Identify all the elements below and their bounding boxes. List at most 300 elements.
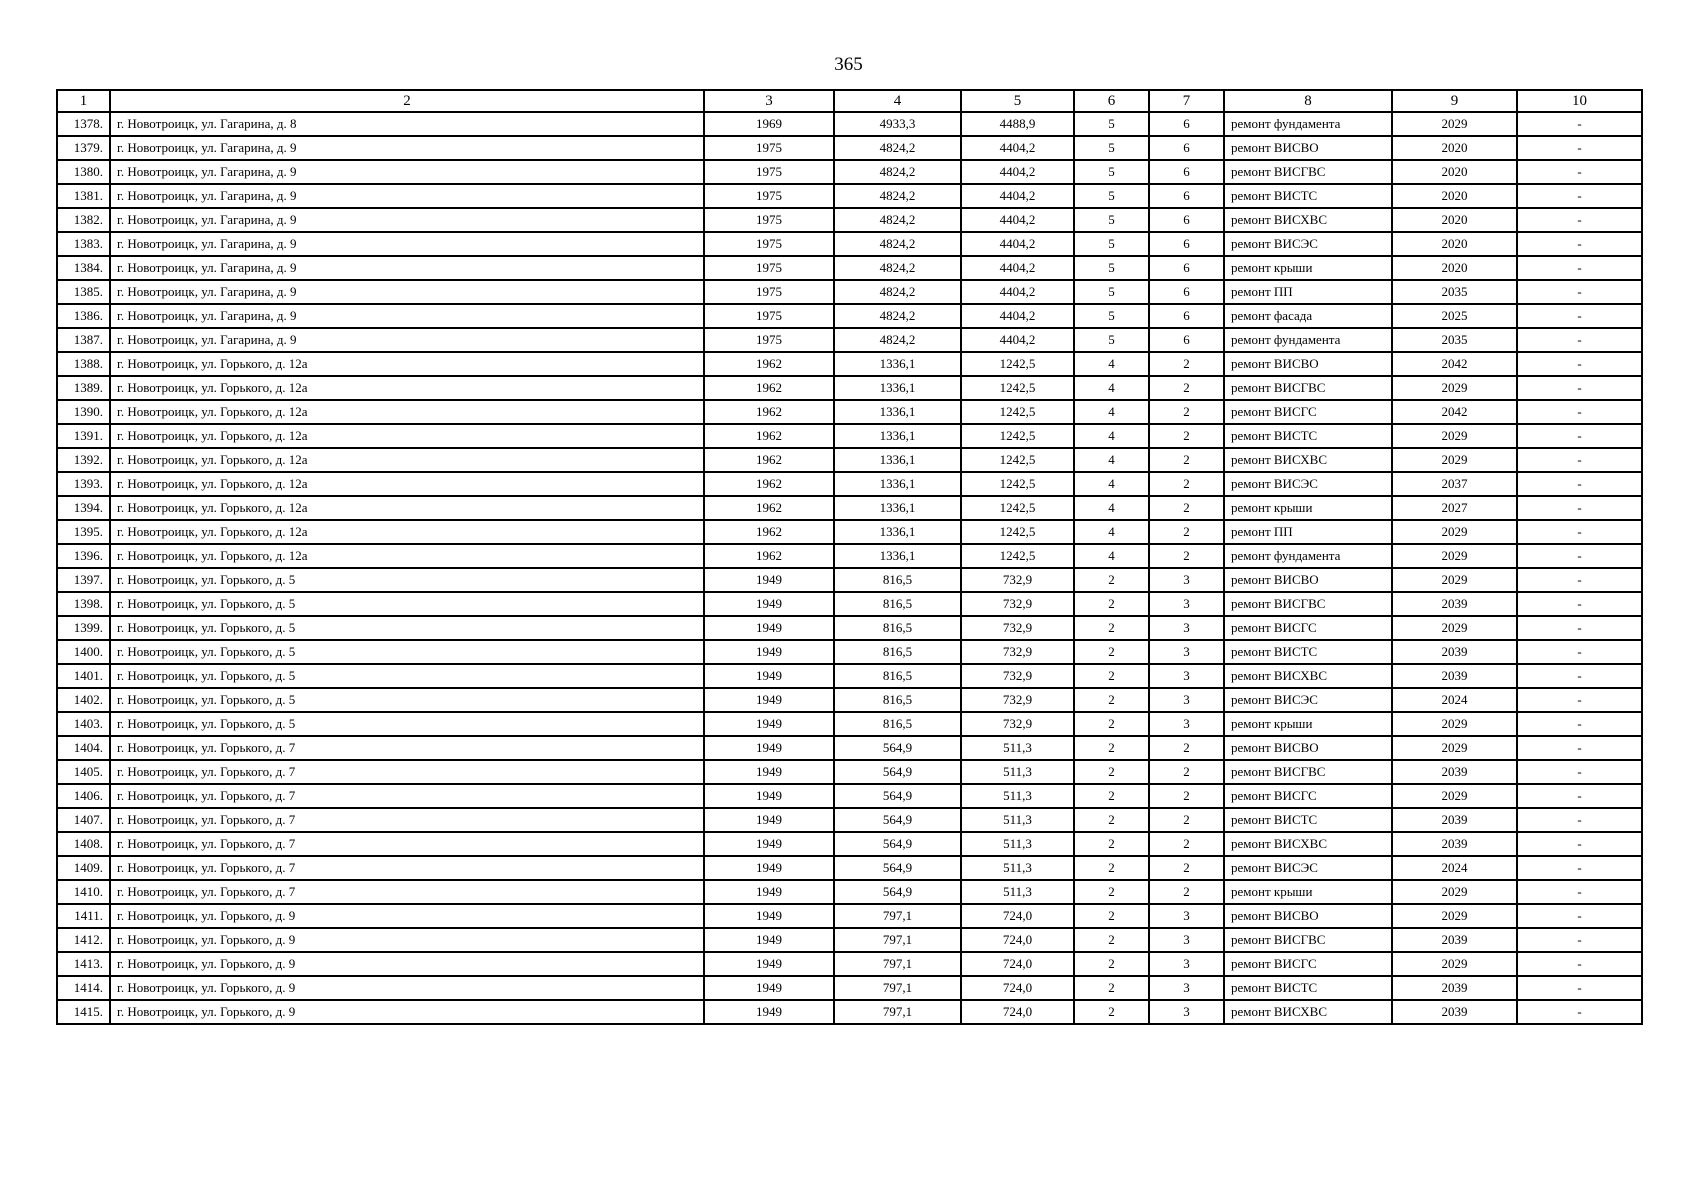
- work-type-cell: ремонт ПП: [1224, 520, 1392, 544]
- living-area-cell: 1242,5: [961, 448, 1074, 472]
- floors-cell: 2: [1074, 736, 1149, 760]
- note-cell: -: [1517, 256, 1642, 280]
- total-area-cell: 4933,3: [834, 112, 961, 136]
- living-area-cell: 511,3: [961, 808, 1074, 832]
- living-area-cell: 4404,2: [961, 256, 1074, 280]
- entrances-cell: 3: [1149, 616, 1224, 640]
- row-number-cell: 1395.: [57, 520, 110, 544]
- floors-cell: 2: [1074, 688, 1149, 712]
- table-row: [57, 496, 1642, 520]
- row-number-cell: 1413.: [57, 952, 110, 976]
- planned-year-cell: 2029: [1392, 568, 1517, 592]
- year-cell: 1962: [704, 376, 834, 400]
- work-type-cell: ремонт ВИСГВС: [1224, 160, 1392, 184]
- table-row: [57, 928, 1642, 952]
- entrances-cell: 3: [1149, 688, 1224, 712]
- table-row: [57, 328, 1642, 352]
- entrances-cell: 2: [1149, 520, 1224, 544]
- entrances-cell: 6: [1149, 208, 1224, 232]
- address-cell: г. Новотроицк, ул. Горького, д. 7: [110, 856, 704, 880]
- living-area-cell: 732,9: [961, 640, 1074, 664]
- address-cell: г. Новотроицк, ул. Горького, д. 9: [110, 904, 704, 928]
- row-number-cell: 1400.: [57, 640, 110, 664]
- planned-year-cell: 2042: [1392, 400, 1517, 424]
- floors-cell: 2: [1074, 784, 1149, 808]
- total-area-cell: 564,9: [834, 808, 961, 832]
- column-header: 7: [1149, 90, 1224, 112]
- row-number-cell: 1407.: [57, 808, 110, 832]
- note-cell: -: [1517, 352, 1642, 376]
- row-number-cell: 1405.: [57, 760, 110, 784]
- row-number-cell: 1388.: [57, 352, 110, 376]
- planned-year-cell: 2039: [1392, 664, 1517, 688]
- entrances-cell: 6: [1149, 328, 1224, 352]
- year-cell: 1962: [704, 352, 834, 376]
- row-number-cell: 1378.: [57, 112, 110, 136]
- note-cell: -: [1517, 760, 1642, 784]
- year-cell: 1975: [704, 256, 834, 280]
- entrances-cell: 3: [1149, 664, 1224, 688]
- address-cell: г. Новотроицк, ул. Горького, д. 7: [110, 808, 704, 832]
- floors-cell: 4: [1074, 496, 1149, 520]
- living-area-cell: 1242,5: [961, 400, 1074, 424]
- floors-cell: 2: [1074, 976, 1149, 1000]
- row-number-cell: 1391.: [57, 424, 110, 448]
- total-area-cell: 1336,1: [834, 544, 961, 568]
- note-cell: -: [1517, 568, 1642, 592]
- entrances-cell: 6: [1149, 232, 1224, 256]
- note-cell: -: [1517, 328, 1642, 352]
- row-number-cell: 1397.: [57, 568, 110, 592]
- row-number-cell: 1404.: [57, 736, 110, 760]
- planned-year-cell: 2020: [1392, 208, 1517, 232]
- living-area-cell: 511,3: [961, 736, 1074, 760]
- entrances-cell: 2: [1149, 856, 1224, 880]
- living-area-cell: 1242,5: [961, 376, 1074, 400]
- year-cell: 1949: [704, 712, 834, 736]
- living-area-cell: 4404,2: [961, 184, 1074, 208]
- planned-year-cell: 2039: [1392, 760, 1517, 784]
- floors-cell: 5: [1074, 160, 1149, 184]
- table-row: [57, 160, 1642, 184]
- entrances-cell: 2: [1149, 472, 1224, 496]
- work-type-cell: ремонт ВИСХВС: [1224, 1000, 1392, 1024]
- note-cell: -: [1517, 208, 1642, 232]
- total-area-cell: 1336,1: [834, 400, 961, 424]
- address-cell: г. Новотроицк, ул. Горького, д. 12а: [110, 424, 704, 448]
- note-cell: -: [1517, 856, 1642, 880]
- year-cell: 1962: [704, 544, 834, 568]
- planned-year-cell: 2029: [1392, 712, 1517, 736]
- table-row: [57, 472, 1642, 496]
- repair-schedule-table: [56, 89, 1643, 1025]
- floors-cell: 4: [1074, 520, 1149, 544]
- year-cell: 1975: [704, 136, 834, 160]
- living-area-cell: 732,9: [961, 616, 1074, 640]
- note-cell: -: [1517, 808, 1642, 832]
- row-number-cell: 1409.: [57, 856, 110, 880]
- living-area-cell: 4404,2: [961, 304, 1074, 328]
- entrances-cell: 6: [1149, 112, 1224, 136]
- note-cell: -: [1517, 544, 1642, 568]
- total-area-cell: 564,9: [834, 856, 961, 880]
- address-cell: г. Новотроицк, ул. Горького, д. 7: [110, 760, 704, 784]
- row-number-cell: 1386.: [57, 304, 110, 328]
- table-row: [57, 952, 1642, 976]
- row-number-cell: 1387.: [57, 328, 110, 352]
- total-area-cell: 4824,2: [834, 136, 961, 160]
- address-cell: г. Новотроицк, ул. Горького, д. 5: [110, 688, 704, 712]
- table-row: [57, 784, 1642, 808]
- note-cell: -: [1517, 496, 1642, 520]
- work-type-cell: ремонт ВИСХВС: [1224, 832, 1392, 856]
- note-cell: -: [1517, 520, 1642, 544]
- total-area-cell: 4824,2: [834, 232, 961, 256]
- address-cell: г. Новотроицк, ул. Гагарина, д. 9: [110, 184, 704, 208]
- row-number-cell: 1408.: [57, 832, 110, 856]
- address-cell: г. Новотроицк, ул. Горького, д. 9: [110, 976, 704, 1000]
- column-header: 2: [110, 90, 704, 112]
- note-cell: -: [1517, 784, 1642, 808]
- living-area-cell: 4404,2: [961, 160, 1074, 184]
- year-cell: 1949: [704, 736, 834, 760]
- note-cell: -: [1517, 952, 1642, 976]
- entrances-cell: 3: [1149, 712, 1224, 736]
- table-row: [57, 424, 1642, 448]
- work-type-cell: ремонт ВИСХВС: [1224, 208, 1392, 232]
- row-number-cell: 1379.: [57, 136, 110, 160]
- row-number-cell: 1392.: [57, 448, 110, 472]
- work-type-cell: ремонт ВИСХВС: [1224, 448, 1392, 472]
- planned-year-cell: 2029: [1392, 952, 1517, 976]
- total-area-cell: 4824,2: [834, 304, 961, 328]
- entrances-cell: 2: [1149, 496, 1224, 520]
- total-area-cell: 4824,2: [834, 280, 961, 304]
- work-type-cell: ремонт ВИСГВС: [1224, 592, 1392, 616]
- note-cell: -: [1517, 664, 1642, 688]
- work-type-cell: ремонт фундамента: [1224, 328, 1392, 352]
- floors-cell: 2: [1074, 856, 1149, 880]
- entrances-cell: 3: [1149, 928, 1224, 952]
- year-cell: 1949: [704, 784, 834, 808]
- total-area-cell: 564,9: [834, 736, 961, 760]
- column-header: 9: [1392, 90, 1517, 112]
- living-area-cell: 724,0: [961, 928, 1074, 952]
- total-area-cell: 1336,1: [834, 376, 961, 400]
- total-area-cell: 1336,1: [834, 472, 961, 496]
- living-area-cell: 1242,5: [961, 544, 1074, 568]
- entrances-cell: 3: [1149, 592, 1224, 616]
- table-row: [57, 448, 1642, 472]
- note-cell: -: [1517, 592, 1642, 616]
- year-cell: 1949: [704, 856, 834, 880]
- work-type-cell: ремонт ВИСЭС: [1224, 688, 1392, 712]
- address-cell: г. Новотроицк, ул. Горького, д. 12а: [110, 544, 704, 568]
- table-row: [57, 568, 1642, 592]
- floors-cell: 2: [1074, 616, 1149, 640]
- column-header: 8: [1224, 90, 1392, 112]
- work-type-cell: ремонт крыши: [1224, 880, 1392, 904]
- planned-year-cell: 2029: [1392, 376, 1517, 400]
- column-header: 6: [1074, 90, 1149, 112]
- year-cell: 1949: [704, 592, 834, 616]
- planned-year-cell: 2039: [1392, 808, 1517, 832]
- entrances-cell: 2: [1149, 400, 1224, 424]
- living-area-cell: 511,3: [961, 784, 1074, 808]
- address-cell: г. Новотроицк, ул. Горького, д. 7: [110, 832, 704, 856]
- year-cell: 1949: [704, 808, 834, 832]
- year-cell: 1962: [704, 424, 834, 448]
- floors-cell: 4: [1074, 472, 1149, 496]
- address-cell: г. Новотроицк, ул. Горького, д. 7: [110, 736, 704, 760]
- total-area-cell: 564,9: [834, 784, 961, 808]
- note-cell: -: [1517, 136, 1642, 160]
- living-area-cell: 732,9: [961, 664, 1074, 688]
- row-number-cell: 1381.: [57, 184, 110, 208]
- entrances-cell: 2: [1149, 544, 1224, 568]
- floors-cell: 2: [1074, 952, 1149, 976]
- total-area-cell: 4824,2: [834, 160, 961, 184]
- year-cell: 1975: [704, 160, 834, 184]
- note-cell: -: [1517, 832, 1642, 856]
- floors-cell: 5: [1074, 232, 1149, 256]
- table-row: [57, 736, 1642, 760]
- planned-year-cell: 2029: [1392, 904, 1517, 928]
- planned-year-cell: 2037: [1392, 472, 1517, 496]
- living-area-cell: 511,3: [961, 760, 1074, 784]
- floors-cell: 2: [1074, 832, 1149, 856]
- total-area-cell: 4824,2: [834, 328, 961, 352]
- total-area-cell: 797,1: [834, 904, 961, 928]
- address-cell: г. Новотроицк, ул. Горького, д. 5: [110, 592, 704, 616]
- entrances-cell: 3: [1149, 1000, 1224, 1024]
- living-area-cell: 4404,2: [961, 208, 1074, 232]
- table-row: [57, 232, 1642, 256]
- address-cell: г. Новотроицк, ул. Горького, д. 12а: [110, 352, 704, 376]
- entrances-cell: 2: [1149, 736, 1224, 760]
- total-area-cell: 4824,2: [834, 256, 961, 280]
- table-row: [57, 376, 1642, 400]
- planned-year-cell: 2035: [1392, 280, 1517, 304]
- address-cell: г. Новотроицк, ул. Гагарина, д. 9: [110, 136, 704, 160]
- floors-cell: 5: [1074, 328, 1149, 352]
- work-type-cell: ремонт ВИСЭС: [1224, 856, 1392, 880]
- planned-year-cell: 2039: [1392, 640, 1517, 664]
- row-number-cell: 1389.: [57, 376, 110, 400]
- year-cell: 1975: [704, 232, 834, 256]
- planned-year-cell: 2029: [1392, 784, 1517, 808]
- year-cell: 1975: [704, 280, 834, 304]
- work-type-cell: ремонт ВИСГС: [1224, 784, 1392, 808]
- total-area-cell: 1336,1: [834, 520, 961, 544]
- note-cell: -: [1517, 688, 1642, 712]
- entrances-cell: 6: [1149, 184, 1224, 208]
- floors-cell: 5: [1074, 208, 1149, 232]
- note-cell: -: [1517, 400, 1642, 424]
- header-row: [57, 90, 1642, 112]
- planned-year-cell: 2039: [1392, 592, 1517, 616]
- year-cell: 1975: [704, 328, 834, 352]
- living-area-cell: 724,0: [961, 904, 1074, 928]
- row-number-cell: 1385.: [57, 280, 110, 304]
- living-area-cell: 732,9: [961, 712, 1074, 736]
- total-area-cell: 816,5: [834, 688, 961, 712]
- total-area-cell: 816,5: [834, 592, 961, 616]
- year-cell: 1962: [704, 400, 834, 424]
- entrances-cell: 6: [1149, 280, 1224, 304]
- floors-cell: 4: [1074, 424, 1149, 448]
- table-row: [57, 640, 1642, 664]
- row-number-cell: 1401.: [57, 664, 110, 688]
- address-cell: г. Новотроицк, ул. Горького, д. 5: [110, 616, 704, 640]
- year-cell: 1962: [704, 472, 834, 496]
- year-cell: 1949: [704, 760, 834, 784]
- row-number-cell: 1410.: [57, 880, 110, 904]
- table-row: [57, 616, 1642, 640]
- planned-year-cell: 2039: [1392, 832, 1517, 856]
- work-type-cell: ремонт ВИСВО: [1224, 568, 1392, 592]
- floors-cell: 5: [1074, 184, 1149, 208]
- note-cell: -: [1517, 976, 1642, 1000]
- living-area-cell: 1242,5: [961, 424, 1074, 448]
- entrances-cell: 6: [1149, 160, 1224, 184]
- table-row: [57, 208, 1642, 232]
- column-header: 5: [961, 90, 1074, 112]
- year-cell: 1949: [704, 568, 834, 592]
- year-cell: 1949: [704, 640, 834, 664]
- floors-cell: 2: [1074, 760, 1149, 784]
- entrances-cell: 2: [1149, 448, 1224, 472]
- year-cell: 1975: [704, 304, 834, 328]
- total-area-cell: 1336,1: [834, 496, 961, 520]
- year-cell: 1949: [704, 1000, 834, 1024]
- year-cell: 1949: [704, 688, 834, 712]
- address-cell: г. Новотроицк, ул. Горького, д. 12а: [110, 400, 704, 424]
- table-row: [57, 256, 1642, 280]
- table-row: [57, 520, 1642, 544]
- table-row: [57, 904, 1642, 928]
- note-cell: -: [1517, 376, 1642, 400]
- table-row: [57, 592, 1642, 616]
- table-row: [57, 688, 1642, 712]
- living-area-cell: 511,3: [961, 832, 1074, 856]
- address-cell: г. Новотроицк, ул. Гагарина, д. 9: [110, 232, 704, 256]
- address-cell: г. Новотроицк, ул. Горького, д. 9: [110, 1000, 704, 1024]
- living-area-cell: 732,9: [961, 688, 1074, 712]
- planned-year-cell: 2027: [1392, 496, 1517, 520]
- work-type-cell: ремонт ВИСХВС: [1224, 664, 1392, 688]
- address-cell: г. Новотроицк, ул. Горького, д. 12а: [110, 448, 704, 472]
- total-area-cell: 816,5: [834, 616, 961, 640]
- total-area-cell: 816,5: [834, 664, 961, 688]
- work-type-cell: ремонт ВИСГС: [1224, 400, 1392, 424]
- year-cell: 1949: [704, 880, 834, 904]
- row-number-cell: 1403.: [57, 712, 110, 736]
- floors-cell: 2: [1074, 592, 1149, 616]
- floors-cell: 2: [1074, 568, 1149, 592]
- note-cell: -: [1517, 928, 1642, 952]
- work-type-cell: ремонт крыши: [1224, 256, 1392, 280]
- living-area-cell: 4404,2: [961, 232, 1074, 256]
- planned-year-cell: 2029: [1392, 544, 1517, 568]
- year-cell: 1949: [704, 928, 834, 952]
- floors-cell: 2: [1074, 712, 1149, 736]
- note-cell: -: [1517, 160, 1642, 184]
- year-cell: 1949: [704, 904, 834, 928]
- address-cell: г. Новотроицк, ул. Горького, д. 12а: [110, 520, 704, 544]
- row-number-cell: 1396.: [57, 544, 110, 568]
- table-row: [57, 352, 1642, 376]
- note-cell: -: [1517, 1000, 1642, 1024]
- planned-year-cell: 2029: [1392, 112, 1517, 136]
- row-number-cell: 1383.: [57, 232, 110, 256]
- table-body: [57, 112, 1642, 1024]
- planned-year-cell: 2020: [1392, 136, 1517, 160]
- floors-cell: 5: [1074, 304, 1149, 328]
- entrances-cell: 2: [1149, 352, 1224, 376]
- entrances-cell: 3: [1149, 568, 1224, 592]
- floors-cell: 4: [1074, 448, 1149, 472]
- living-area-cell: 1242,5: [961, 352, 1074, 376]
- address-cell: г. Новотроицк, ул. Горького, д. 7: [110, 784, 704, 808]
- note-cell: -: [1517, 232, 1642, 256]
- planned-year-cell: 2024: [1392, 856, 1517, 880]
- work-type-cell: ремонт ВИСГВС: [1224, 760, 1392, 784]
- entrances-cell: 2: [1149, 808, 1224, 832]
- living-area-cell: 724,0: [961, 1000, 1074, 1024]
- work-type-cell: ремонт ВИСВО: [1224, 352, 1392, 376]
- address-cell: г. Новотроицк, ул. Горького, д. 9: [110, 928, 704, 952]
- floors-cell: 5: [1074, 280, 1149, 304]
- work-type-cell: ремонт ВИСГС: [1224, 616, 1392, 640]
- table-row: [57, 184, 1642, 208]
- living-area-cell: 732,9: [961, 592, 1074, 616]
- note-cell: -: [1517, 712, 1642, 736]
- total-area-cell: 816,5: [834, 568, 961, 592]
- table-row: [57, 808, 1642, 832]
- total-area-cell: 797,1: [834, 952, 961, 976]
- total-area-cell: 1336,1: [834, 448, 961, 472]
- floors-cell: 2: [1074, 1000, 1149, 1024]
- address-cell: г. Новотроицк, ул. Гагарина, д. 9: [110, 208, 704, 232]
- year-cell: 1949: [704, 664, 834, 688]
- column-header: 3: [704, 90, 834, 112]
- row-number-cell: 1393.: [57, 472, 110, 496]
- floors-cell: 4: [1074, 544, 1149, 568]
- table-row: [57, 400, 1642, 424]
- planned-year-cell: 2039: [1392, 928, 1517, 952]
- living-area-cell: 1242,5: [961, 520, 1074, 544]
- floors-cell: 2: [1074, 928, 1149, 952]
- address-cell: г. Новотроицк, ул. Горького, д. 12а: [110, 472, 704, 496]
- year-cell: 1975: [704, 208, 834, 232]
- work-type-cell: ремонт ВИСГС: [1224, 952, 1392, 976]
- year-cell: 1962: [704, 520, 834, 544]
- work-type-cell: ремонт ВИСВО: [1224, 136, 1392, 160]
- year-cell: 1975: [704, 184, 834, 208]
- address-cell: г. Новотроицк, ул. Горького, д. 7: [110, 880, 704, 904]
- work-type-cell: ремонт ПП: [1224, 280, 1392, 304]
- total-area-cell: 816,5: [834, 640, 961, 664]
- table-row: [57, 280, 1642, 304]
- planned-year-cell: 2029: [1392, 424, 1517, 448]
- year-cell: 1949: [704, 616, 834, 640]
- work-type-cell: ремонт ВИСГВС: [1224, 928, 1392, 952]
- address-cell: г. Новотроицк, ул. Гагарина, д. 9: [110, 280, 704, 304]
- total-area-cell: 1336,1: [834, 424, 961, 448]
- column-header: 1: [57, 90, 110, 112]
- row-number-cell: 1399.: [57, 616, 110, 640]
